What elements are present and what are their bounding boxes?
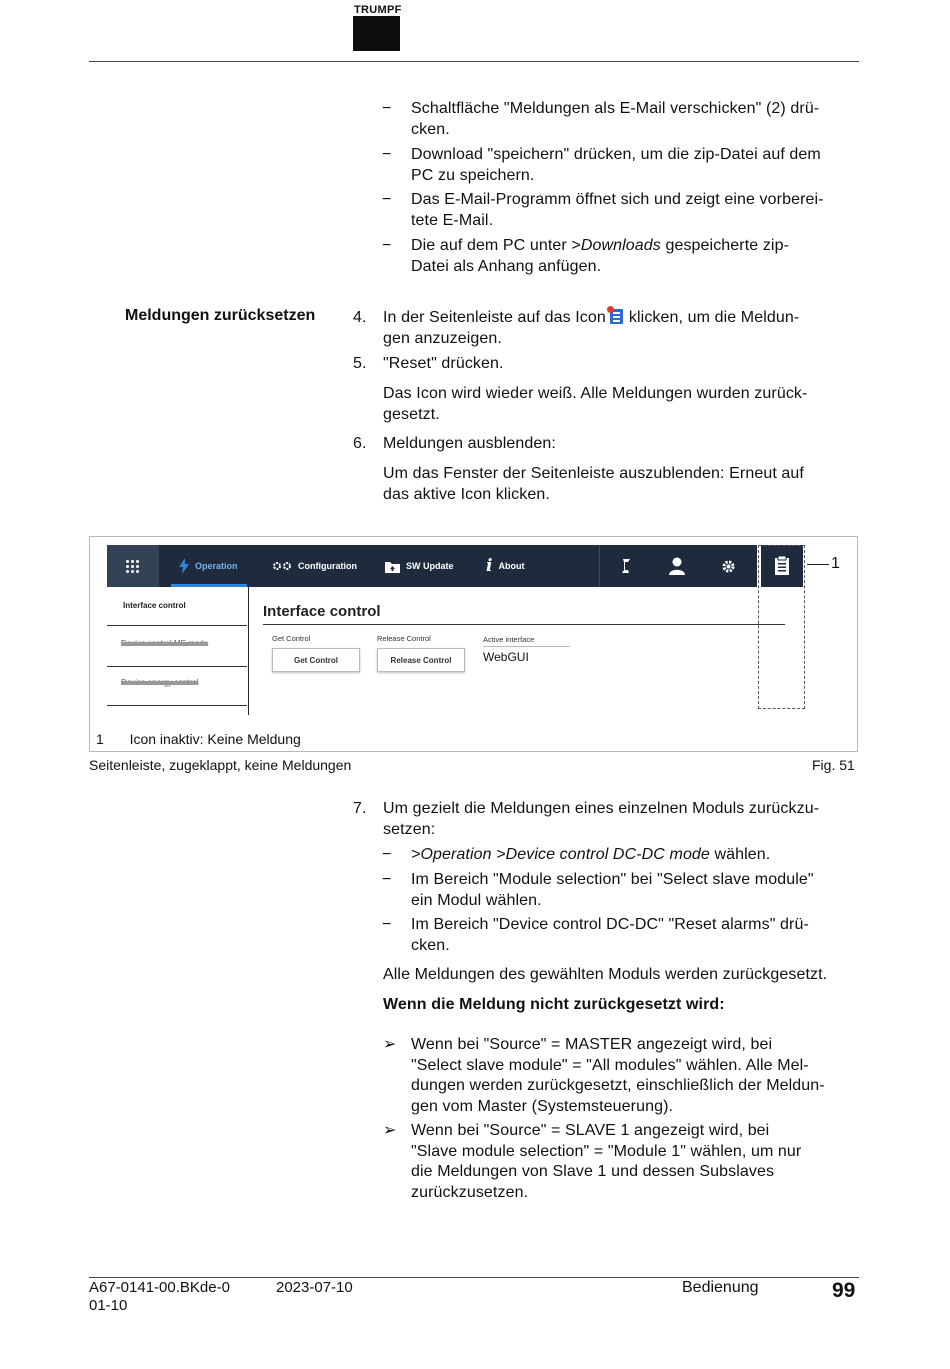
step-number: 6.	[353, 435, 367, 452]
bullet-item: Download "speichern" drücken, um die zip-Datei auf dem PC zu speichern.	[411, 146, 821, 184]
figure-caption: Seitenleiste, zugeklappt, keine Meldungen	[89, 757, 352, 773]
figure-legend	[96, 731, 301, 747]
bullet-text: Datei als Anhang anfügen.	[411, 257, 602, 275]
step-7: Um gezielt die Meldungen eines einzelnen Moduls zurückzu- setzen:	[383, 800, 820, 838]
release-control-button[interactable]: Release Control	[377, 648, 465, 672]
callout-line	[807, 564, 829, 565]
step-number: 7.	[353, 800, 367, 817]
page-number: 99	[832, 1279, 856, 1302]
user-button[interactable]	[668, 545, 686, 587]
side-tab-interface-control[interactable]: Interface control	[123, 601, 186, 610]
nav-tab-about[interactable]	[486, 545, 524, 587]
arrow-bullet: ➢	[383, 1036, 397, 1053]
clipboard-alert-icon	[610, 309, 623, 324]
callout-number: 1	[831, 555, 840, 572]
legend-text: Icon inaktiv: Keine Meldung	[129, 731, 301, 747]
tab-divider	[107, 625, 247, 626]
footer-chapter: Bedienung	[682, 1279, 759, 1296]
active-interface-label: Active interface	[483, 635, 535, 644]
bullet-item-downloads	[411, 236, 859, 277]
side-tab-device-energy[interactable]: Device energy control	[121, 678, 199, 687]
gears-icon	[272, 560, 292, 572]
nav-tab-configuration[interactable]	[272, 545, 357, 587]
step-5: "Reset" drücken.	[383, 355, 504, 372]
footer-rule	[89, 1277, 859, 1278]
dash-bullet: −	[382, 846, 392, 863]
footer-doc-id: A67-0141-00.BKde-0 01-10	[89, 1279, 230, 1314]
footer-date: 2023-07-10	[276, 1279, 353, 1296]
sub-item	[411, 845, 859, 866]
release-control-label: Release Control	[377, 634, 431, 643]
bullet-item: Schaltfläche "Meldungen als E-Mail verschicken" (2) drü- cken.	[411, 100, 820, 138]
menu-path: >Operation >Device control DC-DC mode	[411, 846, 710, 863]
apps-grid-button[interactable]	[107, 545, 159, 587]
arrow-item: Wenn bei "Source" = SLAVE 1 angezeigt wird, bei "Slave module selection" = "Module 1" wählen, um nur die Meldungen von Slave 1 und dessen Subslaves zurückzusetzen.	[411, 1122, 802, 1201]
nav-label: Configuration	[298, 561, 357, 571]
step-5-result: Das Icon wird wieder weiß. Alle Meldungen wurden zurück- gesetzt.	[383, 385, 808, 423]
step-number: 4.	[353, 309, 367, 326]
brand-logo-text: TRUMPF	[354, 4, 402, 16]
settings-button[interactable]	[721, 545, 736, 587]
step-6-result: Um das Fenster der Seitenleiste auszublenden: Erneut auf das aktive Icon klicken.	[383, 465, 804, 503]
step-4	[383, 308, 859, 349]
content-title: Interface control	[263, 603, 381, 620]
dash-bullet: −	[382, 237, 392, 254]
arrow-item: Wenn bei "Source" = MASTER angezeigt wird, bei "Select slave module" = "All modules" wählen. Alle Mel- dungen werden zurückgesetzt, einschließlich der Meldun- gen vom Master (Systemsteuerung).	[411, 1036, 825, 1115]
step-6: Meldungen ausblenden:	[383, 435, 556, 452]
dash-bullet: −	[382, 146, 392, 163]
lightning-icon	[179, 558, 189, 574]
get-control-button[interactable]: Get Control	[272, 648, 360, 672]
dash-bullet: −	[382, 191, 392, 208]
sub-item: Im Bereich "Device control DC-DC" "Reset alarms" drü- cken.	[411, 916, 809, 954]
step-7-result: Alle Meldungen des gewählten Moduls werden zurückgesetzt.	[383, 966, 828, 983]
dash-bullet: −	[382, 100, 392, 117]
nav-label: Operation	[195, 561, 238, 571]
brand-logo-block	[353, 16, 400, 51]
sub-item: Im Bereich "Module selection" bei "Select slave module" ein Modul wählen.	[411, 871, 814, 909]
field-underline	[483, 646, 570, 647]
section-heading: Meldungen zurücksetzen	[125, 307, 316, 324]
gear-icon	[721, 559, 736, 574]
step-text: gen anzuzeigen.	[383, 329, 502, 347]
info-icon: i	[486, 556, 493, 576]
active-interface-value: WebGUI	[483, 650, 529, 664]
header-rule	[89, 61, 859, 62]
user-icon	[668, 557, 686, 575]
sync-button[interactable]	[619, 545, 633, 587]
dash-bullet: −	[382, 871, 392, 888]
top-navbar	[107, 545, 757, 587]
grid-icon	[125, 559, 139, 573]
nav-separator	[599, 545, 600, 587]
dash-bullet: −	[382, 916, 392, 933]
bullet-text: Die auf dem PC unter >	[411, 237, 581, 254]
ui-screenshot	[107, 545, 757, 715]
arrow-bullet: ➢	[383, 1122, 397, 1139]
tab-divider	[107, 666, 247, 667]
sub-text: wählen.	[709, 846, 771, 863]
step-number: 5.	[353, 355, 367, 372]
downloads-path: Downloads	[580, 237, 661, 254]
step-text: In der Seitenleiste auf das Icon	[383, 309, 606, 326]
sync-icon	[619, 558, 633, 574]
nav-label: SW Update	[406, 561, 454, 571]
nav-label: About	[498, 561, 525, 571]
side-tab-device-control[interactable]: Device control ME mode	[121, 639, 209, 648]
side-navigation	[107, 587, 249, 715]
legend-number: 1	[96, 731, 104, 747]
bullet-text: gespeicherte zip-	[660, 237, 789, 254]
callout-dashed-box	[758, 545, 805, 709]
folder-upload-icon	[385, 560, 400, 573]
figure-number: Fig. 51	[812, 757, 855, 773]
nav-tab-operation[interactable]	[179, 545, 238, 587]
get-control-label: Get Control	[272, 634, 311, 643]
bullet-item: Das E-Mail-Programm öffnet sich und zeigt eine vorberei- tete E-Mail.	[411, 191, 824, 229]
troubleshoot-heading: Wenn die Meldung nicht zurückgesetzt wird:	[383, 996, 725, 1013]
step-text: klicken, um die Meldun-	[628, 309, 800, 326]
tab-divider	[107, 705, 247, 706]
content-rule	[263, 624, 785, 625]
nav-tab-sw-update[interactable]	[385, 545, 454, 587]
